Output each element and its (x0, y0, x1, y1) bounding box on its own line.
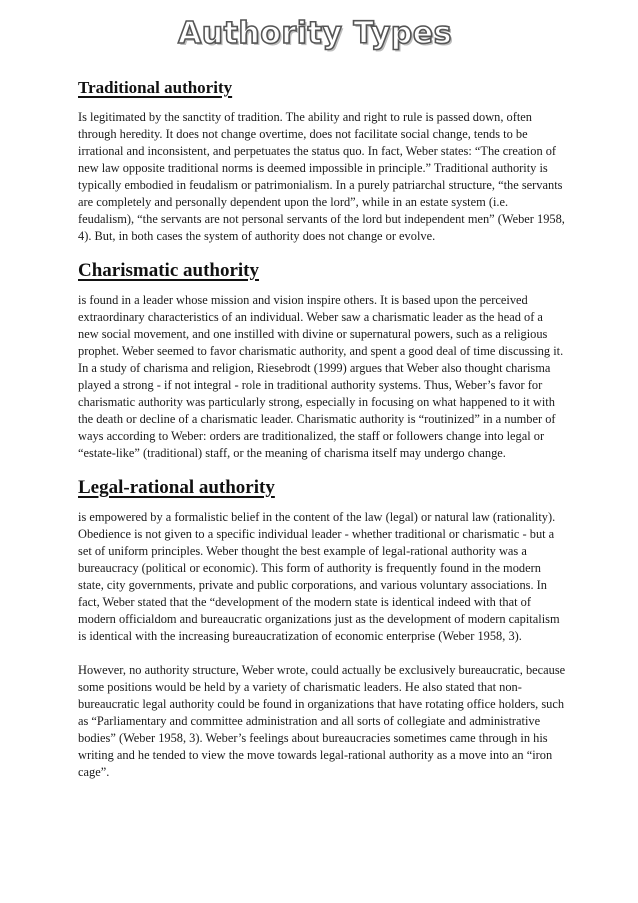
section-paragraph: However, no authority structure, Weber wrote, could actually be exclusively bureaucratic, because some positions would be held by a variety of charismatic leaders. He also stated that non-bureaucratic legal authority could be found in organizations that have rotating office holders, such as “Parliamentary and committee administration and all sorts of collegiate and administrative bodies” (Weber 1958, 3). Weber’s feelings about bureaucracies sometimes came through in his writing and he tended to view the move towards legal-rational authority as a move into an “iron cage”. (78, 663, 566, 779)
section-heading: Traditional authority (78, 78, 233, 97)
section-charismatic-authority (78, 258, 566, 462)
section-heading: Legal-rational authority (78, 477, 275, 498)
section-paragraph: is empowered by a formalistic belief in the content of the law (legal) or natural law (rationality). Obedience is not given to a specific individual leader - whether traditional or charismatic - but a set of uniform principles. Weber thought the best example of legal-rational authority was a bureaucracy (political or economic). This form of authority is frequently found in the modern state, city governments, private and public corporations, and various voluntary associations. In fact, Weber stated that the “development of the modern state is identical indeed with that of modern officialdom and bureaucratic organizations just as the development of modern capitalism is identical with the increasing bureaucratization of economic enterprise (Weber 1958, 3). (78, 510, 560, 643)
section-heading: Charismatic authority (78, 260, 260, 281)
section-legal-rational-authority (78, 475, 566, 781)
section-traditional-authority (78, 76, 566, 245)
document-title: Authority Types (178, 16, 452, 51)
document-body (78, 76, 566, 781)
section-paragraph: Is legitimated by the sanctity of tradition. The ability and right to rule is passed down, often through heredity. It does not change overtime, does not facilitate social change, tends to be irrational and inconsistent, and perpetuates the status quo. In fact, Weber states: “The creation of new law opposite traditional norms is deemed impossible in principle.” Traditional authority is typically embodied in feudalism or patrimonialism. In a purely patriarchal structure, “the servants are completely and personally dependent upon the lord”, while in an estate system (i.e. feudalism), “the servants are not personal servants of the lord but independent men” (Weber 1958, 4). But, in both cases the system of authority does not change or evolve. (78, 110, 565, 243)
section-paragraph: is found in a leader whose mission and vision inspire others. It is based upon the perceived extraordinary characteristics of an individual. Weber saw a charismatic leader as the head of a new social movement, and one instilled with divine or supernatural powers, such as a religious prophet. Weber seemed to favor charismatic authority, and spent a good deal of time discussing it. In a study of charisma and religion, Riesebrodt (1999) argues that Weber also thought charisma played a strong - if not integral - role in traditional authority systems. Thus, Weber’s favor for charismatic authority was particularly strong, especially in focusing on what happened to it with the death or decline of a charismatic leader. Charismatic authority is “routinized” in a number of ways according to Weber: orders are traditionalized, the staff or followers change into legal or “estate-like” (traditional) staff, or the meaning of charisma itself may undergo change. (78, 293, 564, 460)
